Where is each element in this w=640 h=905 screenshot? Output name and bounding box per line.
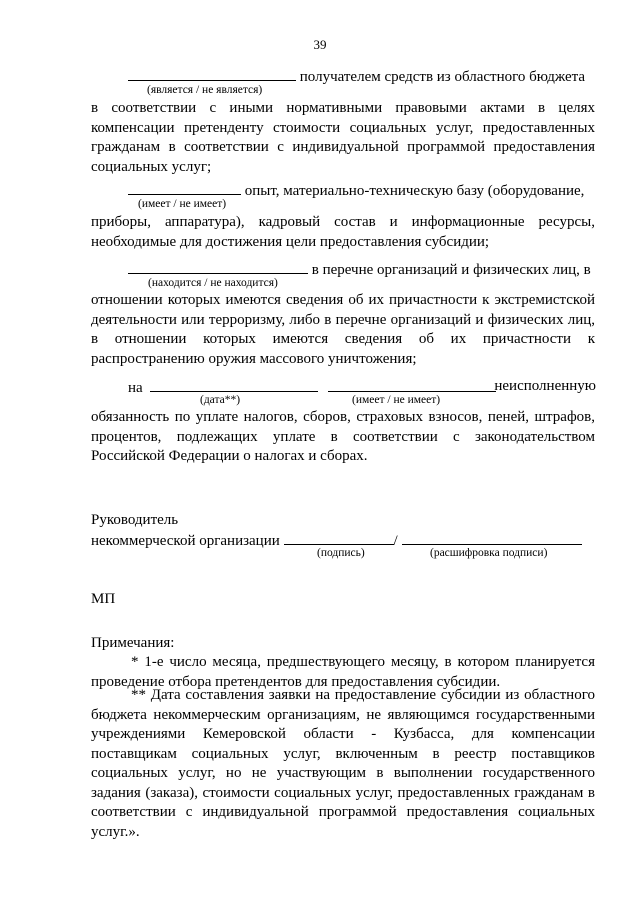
signature-title-line1: Руководитель [91,512,179,528]
block4-prefix: на [128,380,143,396]
block4-suffix: неисполненную [494,378,596,394]
has-blank-line [328,377,496,392]
block4-caption-date: (дата**) [200,394,241,406]
block1-caption: (является / не является) [147,84,263,96]
blank-line [128,259,308,274]
signature-caption: (подпись) [317,547,365,559]
block3-line-suffix: в перечне организаций и физических лиц, в [311,262,591,278]
block3-text: отношении которых имеются сведения об их причастности к экстремистской деятельности или терроризму, либо в перечне организаций и физических лиц, в отношении которых имеются сведения об их причастности к распространению оружия массового уничтожения; [91,292,595,367]
signature-separator: / [393,533,398,549]
date-blank-line [150,377,318,392]
block3-caption: (находится / не находится) [148,277,278,289]
stamp-label: МП [91,591,116,607]
note-1: * 1-е число месяца, предшествующего месяцу, в котором планируется проведение отбора претендентов для предоставления субсидии. [91,654,595,690]
blank-line [128,66,296,81]
block4-caption-has: (имеет / не имеет) [352,394,441,406]
signature-blank-line [284,530,394,545]
block2-line-suffix: опыт, материально-техническую базу (оборудование, [244,183,585,199]
decoding-blank-line [402,530,582,545]
page-number: 39 [313,37,327,52]
block4-text: обязанность по уплате налогов, сборов, страховых взносов, пеней, штрафов, процентов, подлежащих уплате в соответствии с законодательством Российской Федерации о налогах и сборах. [91,409,595,464]
decoding-caption: (расшифровка подписи) [430,547,548,559]
block1-line-suffix: получателем средств из областного бюджета [299,69,586,85]
block2-caption: (имеет / не имеет) [138,198,227,210]
block2-text: приборы, аппаратура), кадровый состав и информационные ресурсы, необходимые для достижения цели предоставления субсидии; [91,214,595,250]
notes-heading: Примечания: [91,635,175,651]
note-2: ** Дата составления заявки на предоставление субсидии из областного бюджета некоммерческим организациям, не являющимся государственными учреждениями Кемеровской области - Кузбасса, для компенсации поставщикам социальных услуг, включенным в реестр поставщиков социальных услуг, но не участвующим в выполнении государственного задания (заказа), стоимости социальных услуг, предоставленных гражданам в соответствии с индивидуальной программой предоставления социальных услуг.». [91,687,595,840]
block1-text: в соответствии с иными нормативными правовыми актами в целях компенсации претенденту стоимости социальных услуг, предоставленных гражданам в соответствии с индивидуальной программой предоставления социальных услуг; [91,100,595,175]
signature-title-line2: некоммерческой организации [91,533,280,549]
blank-line [128,180,241,195]
